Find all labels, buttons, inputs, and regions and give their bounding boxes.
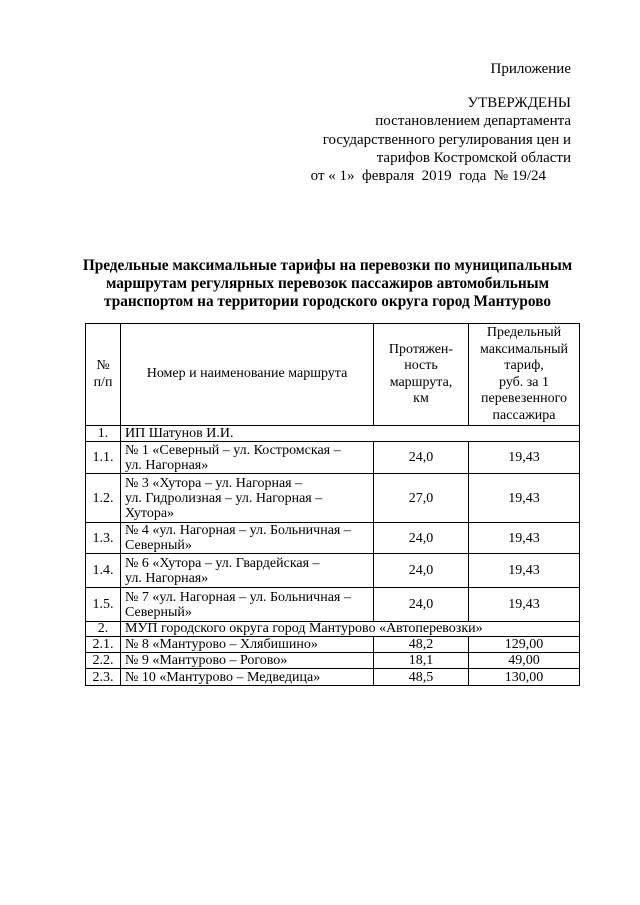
title-line: маршрутам регулярных перевозок пассажиров автомобильным [105,275,550,292]
table-group-row [86,426,580,442]
route-length-cell: 24,0 [374,554,469,588]
tariff-cell: 19,43 [469,554,580,588]
route-name-cell: № 10 «Мантурово – Медведица» [121,669,374,686]
route-length-cell: 24,0 [374,588,469,622]
row-number-cell: 1.5. [86,588,121,622]
approval-line: постановлением департамента [375,113,571,130]
tariff-cell: 49,00 [469,653,580,669]
table-row [86,588,580,622]
document-title [40,257,615,311]
column-header-number: № п/п [86,324,121,426]
tariff-cell: 129,00 [469,637,580,653]
table-row [86,669,580,686]
approval-line: государственного регулирования цен и [322,131,571,148]
route-name-cell: № 9 «Мантурово – Рогово» [121,653,374,669]
route-length-cell: 24,0 [374,523,469,554]
row-number-cell: 1.2. [86,474,121,523]
route-length-cell: 24,0 [374,442,469,474]
table-row [86,442,580,474]
tariff-cell: 19,43 [469,588,580,622]
table-row [86,474,580,523]
tariff-cell: 130,00 [469,669,580,686]
route-length-cell: 48,5 [374,669,469,686]
route-name-cell: № 6 «Хутора – ул. Гвардейская – ул. Нагорная» [121,554,374,588]
tariff-cell: 19,43 [469,474,580,523]
row-number-cell: 2.3. [86,669,121,686]
approved-heading: УТВЕРЖДЕНЫ [467,95,571,111]
table-row [86,637,580,653]
tariff-table [85,323,580,686]
column-header-tariff: Предельный максимальный тариф, руб. за 1 перевезенного пассажира [469,324,580,426]
route-length-cell: 18,1 [374,653,469,669]
route-name-cell: № 4 «ул. Нагорная – ул. Больничная – Северный» [121,523,374,554]
row-number-cell: 1.1. [86,442,121,474]
route-name-cell: № 8 «Мантурово – Хлябишино» [121,637,374,653]
title-line: Предельные максимальные тарифы на перевозки по муниципальным [82,257,573,274]
row-number-cell: 2.2. [86,653,121,669]
table-row [86,554,580,588]
table-row [86,523,580,554]
route-name-cell: № 1 «Северный – ул. Костромская – ул. Нагорная» [121,442,374,474]
route-length-cell: 48,2 [374,637,469,653]
route-length-cell: 27,0 [374,474,469,523]
column-header-length: Протяжен- ность маршрута, км [374,324,469,426]
route-name-cell: № 3 «Хутора – ул. Нагорная – ул. Гидролизная – ул. Нагорная – Хутора» [121,474,374,523]
appendix-label: Приложение [490,61,571,77]
table-row [86,653,580,669]
tariff-cell: 19,43 [469,442,580,474]
row-number-cell: 1. [86,426,121,442]
tariff-cell: 19,43 [469,523,580,554]
row-number-cell: 1.3. [86,523,121,554]
approval-date-line: от « 1» февраля 2019 года № 19/24 [310,168,546,185]
column-header-route: Номер и наименование маршрута [121,324,374,426]
approval-block [311,94,571,185]
table-header-row [86,324,580,426]
row-number-cell: 2. [86,622,121,637]
row-number-cell: 1.4. [86,554,121,588]
title-line: транспортом на территории городского округа город Мантурово [104,293,551,310]
row-number-cell: 2.1. [86,637,121,653]
group-name-cell: ИП Шатунов И.И. [121,426,580,442]
table-group-row [86,622,580,637]
group-name-cell: МУП городского округа город Мантурово «Автоперевозки» [121,622,580,637]
approval-line: тарифов Костромской области [376,149,571,166]
route-name-cell: № 7 «ул. Нагорная – ул. Больничная – Северный» [121,588,374,622]
